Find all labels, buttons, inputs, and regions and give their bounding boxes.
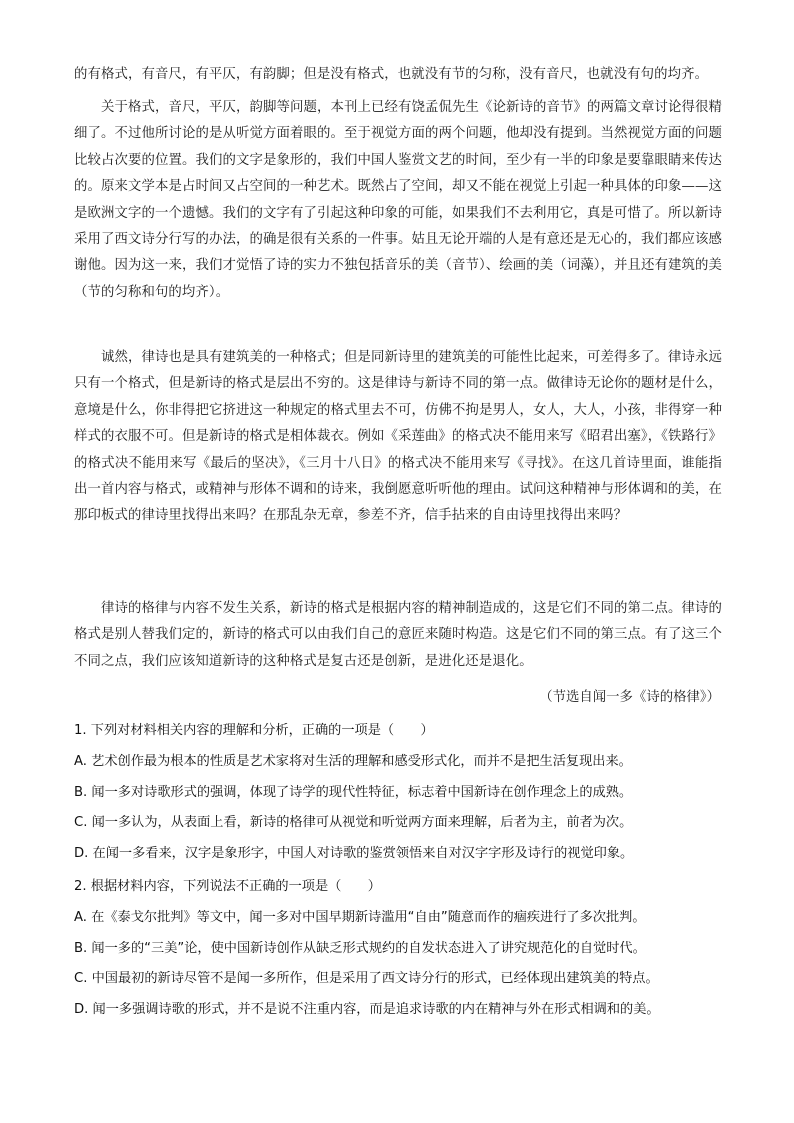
passage-paragraph-3: 诚然，律诗也是具有建筑美的一种格式；但是同新诗里的建筑美的可能性比起来，可差得多了。律诗永远只有一个格式，但是新诗的格式是层出不穷的。这是律诗与新诗不同的第一点。做律诗无论你的题材是什么，意境是什么，你非得把它挤进这一种规定的格式里去不可，仿佛不拘是男人，女人，大人，小孩，非得穿一种样式的衣服不可。但是新诗的格式是相体裁衣。例如《采莲曲》的格式决不能用来写《昭君出塞》，《铁路行》的格式决不能用来写《最后的坚决》，《三月十八日》的格式决不能用来写《寻找》。在这几首诗里面，谁能指出一首内容与格式，或精神与形体不调和的诗来，我倒愿意听听他的理由。试问这种精神与形体调和的美，在那印板式的律诗里找得出来吗？在那乱杂无章，参差不齐，信手拈来的自由诗里找得出来吗？ (74, 350, 722, 524)
option-c[interactable]: C. 闻一多认为，从表面上看，新诗的格律可从视觉和听觉两方面来理解，后者为主，前者为次。 (74, 815, 633, 831)
option-d[interactable]: D. 闻一多强调诗歌的形式，并不是说不注重内容，而是追求诗歌的内在精神与外在形式相调和的美。 (74, 1002, 660, 1018)
question-2 (74, 872, 734, 1026)
passage-paragraph-1: 的有格式，有音尺，有平仄，有韵脚；但是没有格式，也就没有节的匀称，没有音尺，也就没有句的均齐。 (74, 67, 709, 82)
passage-source: （节选自闻一多《诗的格律》） (539, 690, 720, 705)
passage-paragraph-2: 关于格式，音尺，平仄，韵脚等问题，本刊上已经有饶孟侃先生《论新诗的音节》的两篇文章讨论得很精细了。不过他所讨论的是从听觉方面着眼的。至于视觉方面的两个问题，他却没有提到。当然视觉方面的问题比较占次要的位置。我们的文字是象形的，我们中国人鉴赏文艺的时间，至少有一半的印象是要靠眼睛来传达的。原来文学本是占时间又占空间的一种艺术。既然占了空间，却又不能在视觉上引起一种具体的印象——这是欧洲文字的一个遗憾。我们的文字有了引起这种印象的可能，如果我们不去利用它，真是可惜了。所以新诗采用了西文诗分行写的办法，的确是很有关系的一件事。姑且无论开端的人是有意还是无心的，我们都应该感谢他。因为这一来，我们才觉悟了诗的实力不独包括音乐的美（音节）、绘画的美（词藻），并且还有建筑的美（节的匀称和句的均齐）。 (74, 100, 722, 300)
question-stem: 1. 下列对材料相关内容的理解和分析，正确的一项是（ ） (74, 723, 434, 738)
option-c[interactable]: C. 中国最初的新诗尽管不是闻一多所作，但是采用了西文诗分行的形式，已经体现出建筑美的特点。 (74, 971, 659, 987)
option-a[interactable]: A. 在《泰戈尔批判》等文中，闻一多对中国早期新诗滥用“自由”随意而作的痼疾进行了多次批判。 (74, 909, 646, 925)
passage-paragraph-4: 律诗的格律与内容不发生关系，新诗的格式是根据内容的精神制造成的，这是它们不同的第二点。律诗的格式是别人替我们定的，新诗的格式可以由我们自己的意匠来随时构造。这是它们不同的第三点。有了这三个不同之点，我们应该知道新诗的这种格式是复古还是创新，是进化还是退化。 (74, 601, 722, 669)
option-a[interactable]: A. 艺术创作最为根本的性质是艺术家将对生活的理解和感受形式化，而并不是把生活复现出来。 (74, 753, 632, 769)
option-d[interactable]: D. 在闻一多看来，汉字是象形字，中国人对诗歌的鉴赏领悟来自对汉字字形及诗行的视觉印象。 (74, 846, 634, 862)
question-1 (74, 716, 734, 870)
option-b[interactable]: B. 闻一多对诗歌形式的强调，体现了诗学的现代性特征，标志着中国新诗在创作理念上的成熟。 (74, 784, 633, 800)
option-b[interactable]: B. 闻一多的“三美”论，使中国新诗创作从缺乏形式规约的自发状态进入了讲究规范化的自觉时代。 (74, 940, 646, 956)
question-stem: 2. 根据材料内容，下列说法不正确的一项是（ ） (74, 879, 381, 894)
